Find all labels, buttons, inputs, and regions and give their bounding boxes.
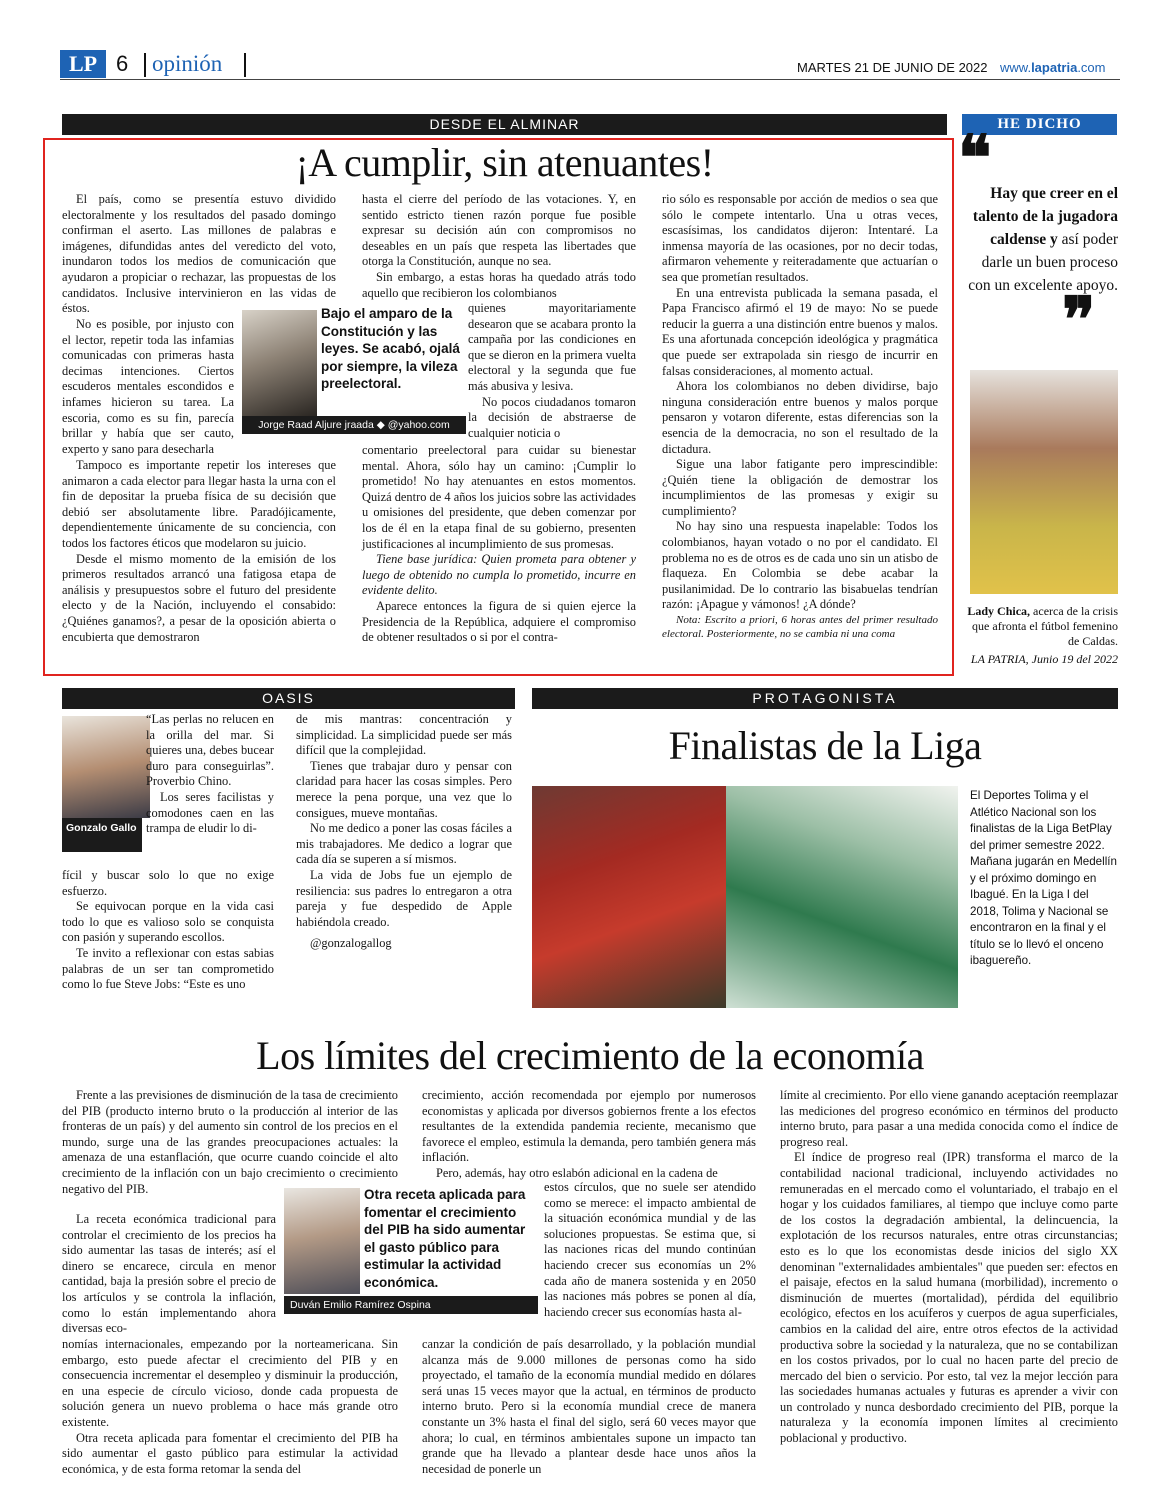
article-column — [62, 192, 336, 317]
author-byline: Jorge Raad Aljure jraada ◆ @yahoo.com — [242, 416, 466, 434]
paragraph: quienes mayoritariamente desearon que se acabara pronto la campaña por las condiciones en que se dieron en la primera vuelta electoral y la segunda que fue más abusiva y lesiva. — [468, 301, 636, 393]
quote — [962, 182, 1118, 297]
paragraph: hasta el cierre del período de las votaciones. Y, en sentido estricto tienen razón porque fue posible expresar su decisión aún con compromisos no deseables en un país que respeta las libertades que otorga la Constitución, aunque no sea. — [362, 192, 636, 269]
author-photo — [242, 310, 317, 416]
section-band-protagonista: PROTAGONISTA — [532, 688, 1118, 709]
paragraph: Ahora los colombianos no deben dividirse, bajo ninguna consideración entre buenos y malos porque pensaron y votaron diferente, estas diferencias son la esencia de la democracia, no son el resultado de la dictadura. — [662, 379, 938, 456]
site-url[interactable] — [1000, 58, 1105, 78]
paragraph: Tampoco es importante repetir los intereses que animaron a cada elector para llegar hasta la urna con el fin de depositar la prueba física de su decisión que debió ser absolutamente libre. Paradójicamente, dependientemente únicamente de su conciencia, con todos los factores éticos que modelaron su juicio. — [62, 458, 336, 550]
section-band-alminar: DESDE EL ALMINAR — [62, 114, 947, 135]
issue-date: MARTES 21 DE JUNIO DE 2022 — [797, 60, 988, 75]
article-column — [662, 192, 938, 668]
header-rule — [60, 79, 1120, 80]
paragraph: El índice de progreso real (IPR) transforma el marco de la contabilidad nacional tradicional, incluyendo actividades no remuneradas en el mercado como el voluntariado, el trabajo en el hogar y los cuidados familiares, al tiempo que incluye como parte de los costos la degradación ambiental, la delincuencia, la explotación de los recursos naturales, entre otras circunstancias; esto es lo que los economistas desde inicios del siglo XX denominan "externalidades ambientales" que pueden ser: efectos en el paisaje, efectos en la salud humana (morbilidad), incremento o disminución de muertes (mortalidad), pérdida del equilibrio ecológico, efectos en los acuíferos y cuerpos de agua superficiales, cambios en la calidad del aire, entre otros efectos de la actividad productiva sobre la sociedad y la naturaleza, que no se contabilizan en los costos privados, por lo cual no hacen parte del precio de mercado del bien o servicio. Por esto, tal vez la mejor lección para las sociedades humanas actuales y futuras es aprender a vivir con un controlado y nunca desbordado crecimiento del PIB, porque la naturaleza y la economía imponen límites al crecimiento poblacional y productivo. — [780, 1150, 1118, 1446]
paragraph: Aparece entonces la figura de si quien ejerce la Presidencia de la República, adquiere el compromiso de obtener resultados o si por el contra- — [362, 598, 636, 645]
paragraph: No hay sino una respuesta inapelable: Todos los colombianos, hayan votado o no por el candidato. El problema no es de otros es de cada uno sin un atisbo de flaqueza. En Colombia se debe acabar la pusilanimidad. De lo contrario las bisabuelas tendrían razón: ¡Apague y vámonos! ¿A dónde? — [662, 519, 938, 612]
logo[interactable]: LP — [60, 50, 106, 78]
pullquote: Otra receta aplicada para fomentar el crecimiento del PIB ha sido aumentar el gasto público para estimular la actividad económica. — [364, 1187, 526, 1290]
site-brand: lapatria — [1031, 60, 1078, 75]
author-name: Gonzalo Gallo — [62, 818, 142, 852]
author-byline: Duván Emilio Ramírez Ospina — [284, 1296, 538, 1314]
site-suffix: .com — [1077, 60, 1106, 75]
feature-title: Finalistas de la Liga — [668, 723, 982, 768]
author-photo — [62, 716, 150, 818]
paragraph: Sin embargo, a estas horas ha quedado atrás todo aquello que recibieron los colombianos — [362, 269, 636, 300]
paragraph: Frente a las previsiones de disminución de la tasa de crecimiento del PIB (producto interno bruto o la producción al interior de las fronteras de un país) y del aumento sin control de los precios en el mundo, surge una de las grandes preocupaciones actuales: la amenaza de una estanflación, que ocurre cuando coincide el alto crecimiento de la inflación con un bajo crecimiento o crecimiento negativo del PIB. — [62, 1088, 398, 1196]
paragraph: Los seres facilistas y comodones caen en las trampa de eludir lo di- — [146, 789, 274, 836]
paragraph: Pero, además, hay otro eslabón adicional en la cadena de — [436, 1165, 718, 1180]
close-quote-icon: ❞ — [1062, 287, 1096, 355]
handle[interactable]: @gonzalogallog — [310, 936, 392, 951]
article-column — [62, 1212, 276, 1337]
article-title: Los límites del crecimiento de la economía — [256, 1033, 924, 1078]
paragraph: Desde el mismo momento de la emisión de los primeros resultados arrancó una fatigosa etapa de análisis y presupuestos sobre el futuro del presidente electo y de la Nación, incluyendo el consabido: ¿Quiénes ganamos?, a pesar de la oposición abierta o encubierta que demostraron — [62, 551, 336, 644]
article-column — [422, 1088, 756, 1182]
section-title: opinión — [152, 51, 223, 76]
paragraph: “Las perlas no relucen en la orilla del mar. Si quieres una, debes bucear duro para conseguirlas”. Proverbio Chino. — [146, 712, 274, 789]
author-photo — [284, 1188, 360, 1294]
section-band-oasis: OASIS — [62, 688, 515, 709]
paragraph: fícil y buscar solo lo que no exige esfuerzo. — [62, 868, 274, 898]
paragraph: límite al crecimiento. Por ello viene ganando aceptación reemplazar las mediciones del progreso económico en términos del producto interno bruto, para pasar a una medida conocida como el índice de progreso real. — [780, 1088, 1118, 1149]
paragraph: Se equivocan porque en la vida casi todo lo que es valioso solo se conquista con pasión y superando escollos. — [62, 899, 274, 945]
quote-source: LA PATRIA, Junio 19 del 2022 — [970, 652, 1118, 666]
paragraph: No me dedico a poner las cosas fáciles a mis trabajadores. Me dedico a lograr que cada día se superen a sí mismos. — [296, 821, 512, 867]
match-photo-tolima — [532, 786, 726, 1008]
paragraph: No pocos ciudadanos tomaron la decisión de abstraerse de cualquier noticia o — [468, 394, 636, 440]
paragraph: El país, como se presentía estuvo dividido electoralmente y los resultados del pasado domingo confirman el aserto. Las millones de palabras e imágenes, difundidas antes del veredicto del voto, inundaron todos los medios de comunicación que ayudaron a propiciar o rechazar, las propuestas de los candidatos. Inclusive intervinieron en las vidas de éstos. — [62, 192, 336, 316]
masthead — [60, 50, 1120, 82]
paragraph: La receta económica tradicional para controlar el crecimiento de los precios ha sido aumentar las tasas de interés; así el dinero se encarece, circula en menor cantidad, baja la presión sobre el precio de los artículos y se controla la inflación, como lo están implementando ahora diversas eco- — [62, 1212, 276, 1336]
match-photo-nacional — [726, 786, 958, 1008]
paragraph: Te invito a reflexionar con estas sabias palabras de un ser tan comprometido como lo fue Steve Jobs: “Este es uno — [62, 945, 274, 992]
paragraph: rio sólo es responsable por acción de medios o sea que sólo le compete intentarlo. Una u otras veces, escasísimas, los candidatos dijeron: Intentaré. La inmensa mayoría de las ocasiones, por no decir todas, afirmaron vehemente y reiteradamente que actuarían o sea que prometían resultados. — [662, 192, 938, 284]
paragraph: canzar la condición de país desarrollado, y la población mundial alcanza más de 9.000 millones de personas como ha sido proyectado, el tamaño de la economía mundial medido en dólares será unas 15 veces mayor que la actual, en términos de producto interno bruto. Pero si la economía mundial crece de manera constante un 3% hasta el final del siglo, será 60 veces mayor que ahora; lo cual, en términos ambientales supone un impacto tan grande que ha llevado a plantear desde hace unos años la necesidad de ponerle un — [422, 1337, 756, 1476]
divider — [144, 53, 146, 77]
site-prefix: www. — [1000, 60, 1032, 75]
paragraph: nomías internacionales, empezando por la norteamericana. Sin embargo, esto puede afectar el crecimiento del PIB y en consecuencia incrementar el desempleo y disminuir la producción, en una especie de círculo vicioso, donde cada propuesta de solución genera un nuevo problema o hace más grande otro existente. — [62, 1337, 398, 1429]
paragraph: Tienes que trabajar duro y pensar con claridad para hacer las cosas simples. Pero merece la pena porque, una vez que lo consigues, mueve montañas. — [296, 758, 512, 820]
caption-rest: acerca de la crisis que afronta el fútbol femenino de Caldas. — [972, 604, 1118, 648]
paragraph: estos círculos, que no suele ser atendido como se merece: el impacto ambiental de la situación económica mundial y de las soluciones propuestas. Se estima que, si las naciones ricas del mundo continúan haciendo crecer sus economías un 2% cada año de manera sostenida y en 2050 las naciones más pobres se ponen al día, haciendo crecer sus economías hasta al- — [544, 1180, 756, 1319]
paragraph: La vida de Jobs fue un ejemplo de resiliencia: sus padres lo entregaron a otra pareja y fue despedido de Apple habiéndola creado. — [296, 867, 512, 929]
article-title: ¡A cumplir, sin atenuantes! — [295, 140, 714, 185]
quote-rest: así poder darle un buen proceso con un excelente apoyo. — [968, 231, 1118, 294]
article-column — [62, 1337, 398, 1477]
paragraph: comentario preelectoral para cuidar su bienestar mental. Ahora, sólo hay un camino: ¡Cumplir lo prometido! No hay atenuantes en estos momentos. Quizá dentro de 4 años los juicios sobre las actividades u omisiones del presidente, que deben comenzar por los de él en la etapa final de su gobierno, presenten justificaciones al incumplimiento de sus promesas. — [362, 443, 636, 551]
article-column — [62, 1088, 398, 1197]
paragraph: En una entrevista publicada la semana pasada, el Papa Francisco afirmó el 19 de mayo: No se puede reducir la guerra a una distinción entre buenos y malos. Es una afortunada concepción ideológica y pragmática que puede ser extrapolada sin riesgo de incurrir en falsas consideraciones, al momento actual. — [662, 285, 938, 378]
divider — [244, 53, 246, 77]
article-column — [62, 458, 336, 645]
article-column — [422, 1337, 756, 1477]
article-column — [362, 192, 636, 301]
paragraph: Tiene base jurídica: Quien prometa para obtener y luego de obtenido no cumpla lo prometido, incurre en evidente delito. — [362, 552, 636, 598]
section-band-hedicho: HE DICHO — [962, 114, 1117, 135]
note: Nota: Escrito a priori, 6 horas antes del primer resultado electoral. Posteriormente, no se cambia ni una coma — [662, 614, 938, 641]
pullquote: Bajo el amparo de la Constitución y las leyes. Se acabó, ojalá por siempre, la vileza preelectoral. — [321, 306, 460, 391]
article-column — [296, 712, 512, 952]
article-column — [62, 317, 234, 457]
article-column — [780, 1088, 1118, 1447]
feature-text: El Deportes Tolima y el Atlético Nacional son los finalistas de la Liga BetPlay del primer semestre 2022. Mañana jugarán en Medellín y el próximo domingo en Ibagué. En la Liga I del 2018, Tolima y Nacional se encontraron en la final y el título se lo llevó el onceno ibaguereño. — [970, 789, 1117, 967]
article-column — [62, 868, 274, 993]
article-column — [146, 712, 274, 837]
article-column — [468, 301, 636, 441]
player-photo — [970, 370, 1118, 594]
article-column — [362, 443, 636, 646]
quote-bold: Hay que creer en el talento de la jugadora caldense y — [972, 185, 1118, 248]
paragraph: Sigue una labor fatigante pero imprescindible: ¿Quién tiene la obligación de demostrar los incumplimientos de las promesas y exigir su cumplimiento? — [662, 457, 938, 518]
paragraph: Otra receta aplicada para fomentar el crecimiento del PIB ha sido aumentar el gasto público para estimular la actividad económica, y de esta forma retomar la senda del — [62, 1430, 398, 1476]
article-column — [544, 1180, 756, 1320]
paragraph: de mis mantras: concentración y simplicidad. La simplicidad puede ser más difícil que la complejidad. — [296, 712, 512, 758]
photo-caption — [962, 604, 1118, 649]
paragraph: crecimiento, acción recomendada por ejemplo por numerosos economistas y aplicada por diversos gobiernos frente a los efectos resultantes de la extendida pandemia reciente, mecanismo que favorece el empleo, estimula la demanda, pero también genera más inflación. — [422, 1088, 756, 1165]
open-quote-icon: ❝ — [958, 125, 992, 193]
page-number: 6 — [116, 51, 129, 76]
paragraph: No es posible, por injusto con el lector, repetir toda las infamias comunicadas con primeras hasta decimas intenciones. Ciertos escuderos mentales escondidos e infames hicieron su tarea. La escoria, como es su fin, parecía brillar y había que ser cauto, experto y sano para desecharla — [62, 317, 234, 456]
caption-name: Lady Chica, — [967, 604, 1031, 618]
